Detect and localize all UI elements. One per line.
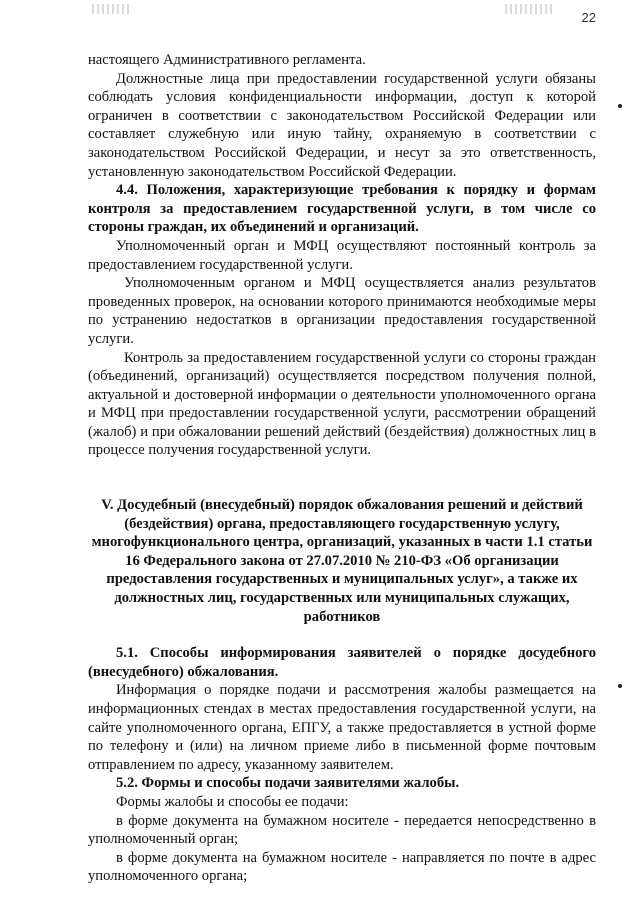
section-heading-4-4: 4.4. Положения, характеризующие требования к порядку и формам контроля за предоставлением государственной услуги, в том числе со стороны граждан, их объединений и организаций.: [88, 182, 596, 236]
document-body: [88, 51, 596, 886]
section-heading-5-2: 5.2. Формы и способы подачи заявителями жалобы.: [116, 775, 460, 792]
section-heading-5-1: 5.1. Способы информирования заявителей о порядке досудебного (внесудебного) обжалования.: [88, 645, 596, 680]
paragraph: Должностные лица при предоставлении государственной услуги обязаны соблюдать условия конфиденциальности информации, доступ к которой ограничен в соответствии с законодательством Российской Федерации или составляет служебную или иную тайну, охраняемую в соответствии с законодательством Российской Федерации, и несут за это ответственность, установленную законодательством Российской Федерации.: [88, 70, 596, 180]
paragraph: Уполномоченным органом и МФЦ осуществляется анализ результатов проведенных проверок, на основании которого принимаются необходимые меры по устранению недостатков в организации предоставления государственной услуги.: [88, 275, 596, 347]
paragraph: Уполномоченный орган и МФЦ осуществляют постоянный контроль за предоставлением государственной услуги.: [88, 237, 596, 273]
paragraph: Формы жалобы и способы ее подачи:: [116, 793, 349, 810]
chapter-heading-v: V. Досудебный (внесудебный) порядок обжалования решений и действий (бездействия) органа, предоставляющего государственную услугу, многофункционального центра, организаций, указанных в части 1.1 статьи 16 Федерального закона от 27.07.2010 № 210-ФЗ «Об организации предоставления государственных и муниципальных услуг», а также их должностных лиц, государственных или муниципальных служащих, работников: [91, 497, 593, 625]
paragraph: Информация о порядке подачи и рассмотрения жалобы размещается на информационных стендах в местах предоставления государственной услуги, на сайте уполномоченного органа, ЕПГУ, а также предоставляется в устной форме по телефону и (или) на личном приеме либо в письменной форме почтовым отправлением по адресу, указанному заявителем.: [88, 682, 596, 773]
paragraph: в форме документа на бумажном носителе - передается непосредственно в уполномоченный орган;: [88, 812, 596, 848]
paragraph: в форме документа на бумажном носителе - направляется по почте в адрес уполномоченного органа;: [88, 849, 596, 885]
paragraph: Контроль за предоставлением государственной услуги со стороны граждан (объединений, организаций) осуществляется посредством получения полной, актуальной и достоверной информации о деятельности уполномоченного органа и МФЦ при предоставлении государственной услуги, рассмотрении обращений (жалоб) и при обжаловании решений действий (бездействия) должностных лиц в процессе получения государственной услуги.: [88, 349, 596, 459]
page-number: 22: [581, 10, 596, 25]
paragraph: настоящего Административного регламента.: [88, 52, 366, 68]
scan-speck: [618, 104, 622, 108]
scan-artifact: [92, 4, 132, 14]
scan-speck: [618, 684, 622, 688]
scan-artifact: [505, 4, 555, 14]
